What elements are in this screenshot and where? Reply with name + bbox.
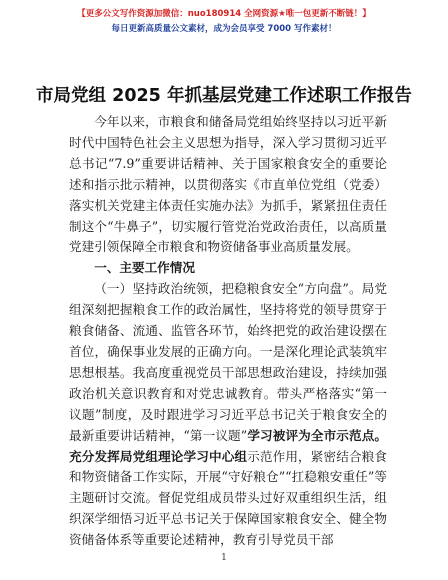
paragraph-text-run: （一）坚持政治统领，把稳粮食安全“方向盘”。局党组深刻把握粮食工作的政治属性，坚持将党的领导贯穿于粮食储备、流通、监管各环节，始终把党的政治建设摆在首位，确保事业发展的正确方向。一是深化理论武装筑牢思想根基。我高度重视党员干部思想政治建设，持续加强政治机关意识教育和对党忠诚教育。带头严格落实“第一议题”制度，及时跟进学习习近平总书记关于粮食安全的最新重要讲话精神，“第一议题” [69,281,387,443]
promo-banner-line1: 【更多公文写作资源加微信：nuo180914 全网资源★唯一包更新不断链！】 [77,9,371,19]
section-paragraph [69,279,387,551]
promo-banner [0,0,448,48]
paragraph-text-run-continued: 示范作用，紧密结合粮食和物资储备工作实际，开展“守好粮仓”“扛稳粮安重任”等主题研讨交流。督促党组成员带头过好双重组织生活，组织深学细悟习近平总书记关于保障国家粮食安全、健全物资储备体系等重要论述精神，教育引导党员干部 [69,448,388,548]
paragraph-bold-run: 学习被评为全市示范点。充分发挥局党组理论学习中心组 [69,427,387,464]
section-heading: 一、主要工作情况 [94,260,195,276]
intro-paragraph: 今年以来，市粮食和储备局党组始终坚持以习近平新时代中国特色社会主义思想为指导，深入学习贯彻习近平总书记“7.9”重要讲话精神、关于国家粮食安全的重要论述和指示批示精神，以贯彻落实《市直单位党组（党委）落实机关党建主体责任实施办法》为抓手，紧紧扭住责任制这个“牛鼻子”，切实履行管党治党政治责任，以高质量党建引领保障全市粮食和物资储备事业高质量发展。 [69,114,387,255]
document-body [69,112,387,551]
page-number: 1 [221,553,227,563]
promo-banner-line2: 每日更新高质量公文素材，成为会员享受 7000 写作素材！ [111,24,337,34]
document-title: 市局党组 2025 年抓基层党建工作述职工作报告 [36,86,412,106]
